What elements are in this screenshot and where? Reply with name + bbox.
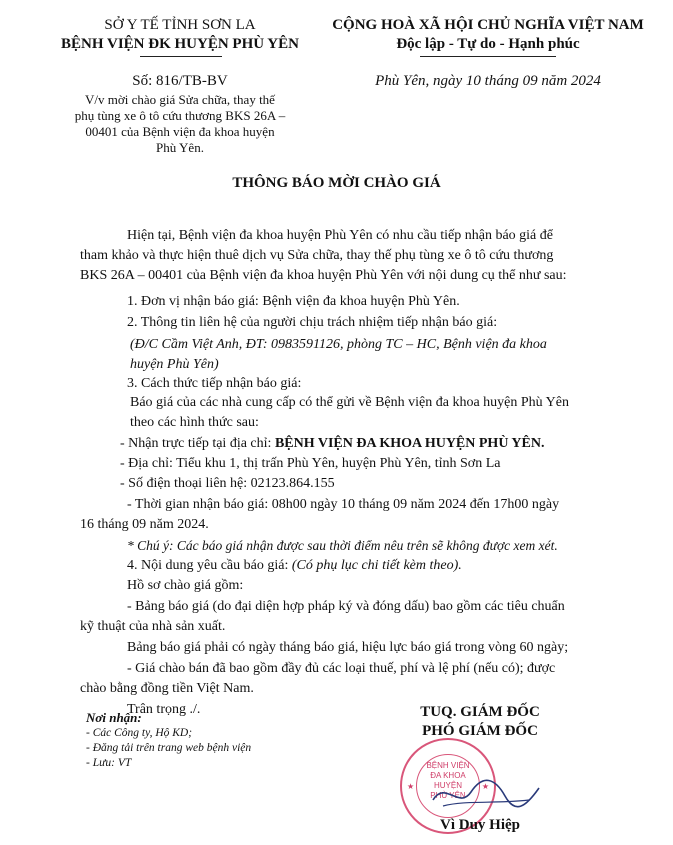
phone-line: - Số điện thoại liên hệ: 02123.864.155 (120, 476, 335, 491)
seal-line: BỆNH VIỆN (426, 761, 470, 770)
description-line: Báo giá của các nhà cung cấp có thể gửi về Bệnh viện đa khoa huyện Phù Yên (130, 395, 569, 410)
national-motto: Độc lập - Tự do - Hạnh phúc (396, 36, 580, 52)
item-4-value: (Có phụ lục chi tiết kèm theo). (291, 558, 462, 573)
item-4-label: 4. Nội dung yêu cầu báo giá: (127, 558, 292, 573)
quote-line: kỹ thuật của nhà sản xuất. (80, 619, 226, 634)
motto-underline (420, 56, 556, 57)
quote-line: - Bảng báo giá (do đại diện hợp pháp ký và đóng dấu) bao gồm các tiêu chuẩn (127, 599, 565, 614)
recipients-list (86, 726, 251, 771)
intro-line: BKS 26A – 00401 của Bệnh viện đa khoa huyện Phù Yên với nội dung cụ thể như sau: (80, 268, 567, 283)
item-3: 3. Cách thức tiếp nhận báo giá: (127, 376, 302, 391)
item-4 (127, 556, 462, 576)
contact-line: (Đ/C Cầm Việt Anh, ĐT: 0983591126, phòng TC – HC, Bệnh viện đa khoa (130, 337, 547, 352)
seal-line: PHÙ YÊN (430, 791, 466, 800)
handwritten-signature (425, 770, 545, 820)
seal-line: ĐA KHOA (430, 771, 466, 780)
hospital-underline (140, 56, 222, 57)
subject-line: V/v mời chào giá Sửa chữa, thay thế (85, 92, 275, 107)
description-line: theo các hình thức sau: (130, 415, 259, 430)
seal-star-icon: ★ (481, 782, 489, 791)
country-name: CỘNG HOÀ XÃ HỘI CHỦ NGHĨA VIỆT NAM (332, 17, 644, 33)
date-line: Phù Yên, ngày 10 tháng 09 năm 2024 (375, 73, 601, 89)
item-2-contact (130, 335, 650, 375)
direct-delivery-label: - Nhận trực tiếp tại địa chỉ: (120, 436, 275, 451)
document-number: Số: 816/TB-BV (132, 73, 228, 89)
time-line: 16 tháng 09 năm 2024. (80, 517, 209, 532)
seal-line: HUYỆN (433, 781, 462, 790)
document-subject (40, 92, 320, 156)
price-line: - Giá chào bán đã bao gồm đầy đủ các loại thuế, phí và lệ phí (nếu có); được (127, 661, 556, 676)
signer-role-1: TUQ. GIÁM ĐỐC (420, 704, 540, 720)
validity-line: Bảng báo giá phải có ngày tháng báo giá, hiệu lực báo giá trong vòng 60 ngày; (127, 640, 569, 655)
contact-line: huyện Phù Yên) (130, 357, 219, 372)
direct-delivery (120, 434, 544, 454)
time-line: - Thời gian nhận báo giá: 08h00 ngày 10 tháng 09 năm 2024 đến 17h00 ngày (127, 497, 560, 512)
recipients-label: Nơi nhận: (86, 710, 142, 725)
signer-name: Vì Duy Hiệp (439, 817, 520, 833)
item-2: 2. Thông tin liên hệ của người chịu trách nhiệm tiếp nhận báo giá: (127, 315, 498, 330)
agency-name: SỞ Y TẾ TỈNH SƠN LA (104, 17, 256, 33)
item-3-description (130, 393, 650, 433)
signer-role-2: PHÓ GIÁM ĐỐC (422, 723, 538, 739)
recipient-item: - Lưu: VT (86, 757, 132, 769)
note-line: * Chú ý: Các báo giá nhận được sau thời điểm nêu trên sẽ không được xem xét. (127, 538, 558, 553)
regards-line: Trân trọng ./. (127, 702, 201, 717)
subject-line: Phù Yên. (156, 140, 204, 155)
subject-line: 00401 của Bệnh viện đa khoa huyện (85, 124, 275, 139)
item-1: 1. Đơn vị nhận báo giá: Bệnh viện đa khoa huyện Phù Yên. (127, 294, 460, 309)
address-line: - Địa chỉ: Tiểu khu 1, thị trấn Phù Yên, huyện Phù Yên, tỉnh Sơn La (120, 456, 501, 471)
hospital-name: BỆNH VIỆN ĐK HUYỆN PHÙ YÊN (61, 36, 299, 52)
seal-star-icon: ★ (407, 782, 415, 791)
dossier-line: Hồ sơ chào giá gồm: (127, 578, 244, 593)
subject-line: phụ tùng xe ô tô cứu thương BKS 26A – (74, 108, 286, 123)
intro-line: tham khảo và thực hiện thuê dịch vụ Sửa chữa, thay thế phụ tùng xe ô tô cứu thương (80, 248, 554, 263)
price-line: chào bằng đồng tiền Việt Nam. (80, 681, 254, 696)
recipient-item: - Các Công ty, Hộ KD; (86, 727, 193, 739)
document-title: THÔNG BÁO MỜI CHÀO GIÁ (232, 175, 441, 191)
direct-delivery-address: BỆNH VIỆN ĐA KHOA HUYỆN PHÙ YÊN. (274, 436, 545, 451)
intro-line: Hiện tại, Bệnh viện đa khoa huyện Phù Yên có nhu cầu tiếp nhận báo giá để (127, 228, 553, 243)
recipient-item: - Đăng tải trên trang web bệnh viện (86, 742, 252, 754)
